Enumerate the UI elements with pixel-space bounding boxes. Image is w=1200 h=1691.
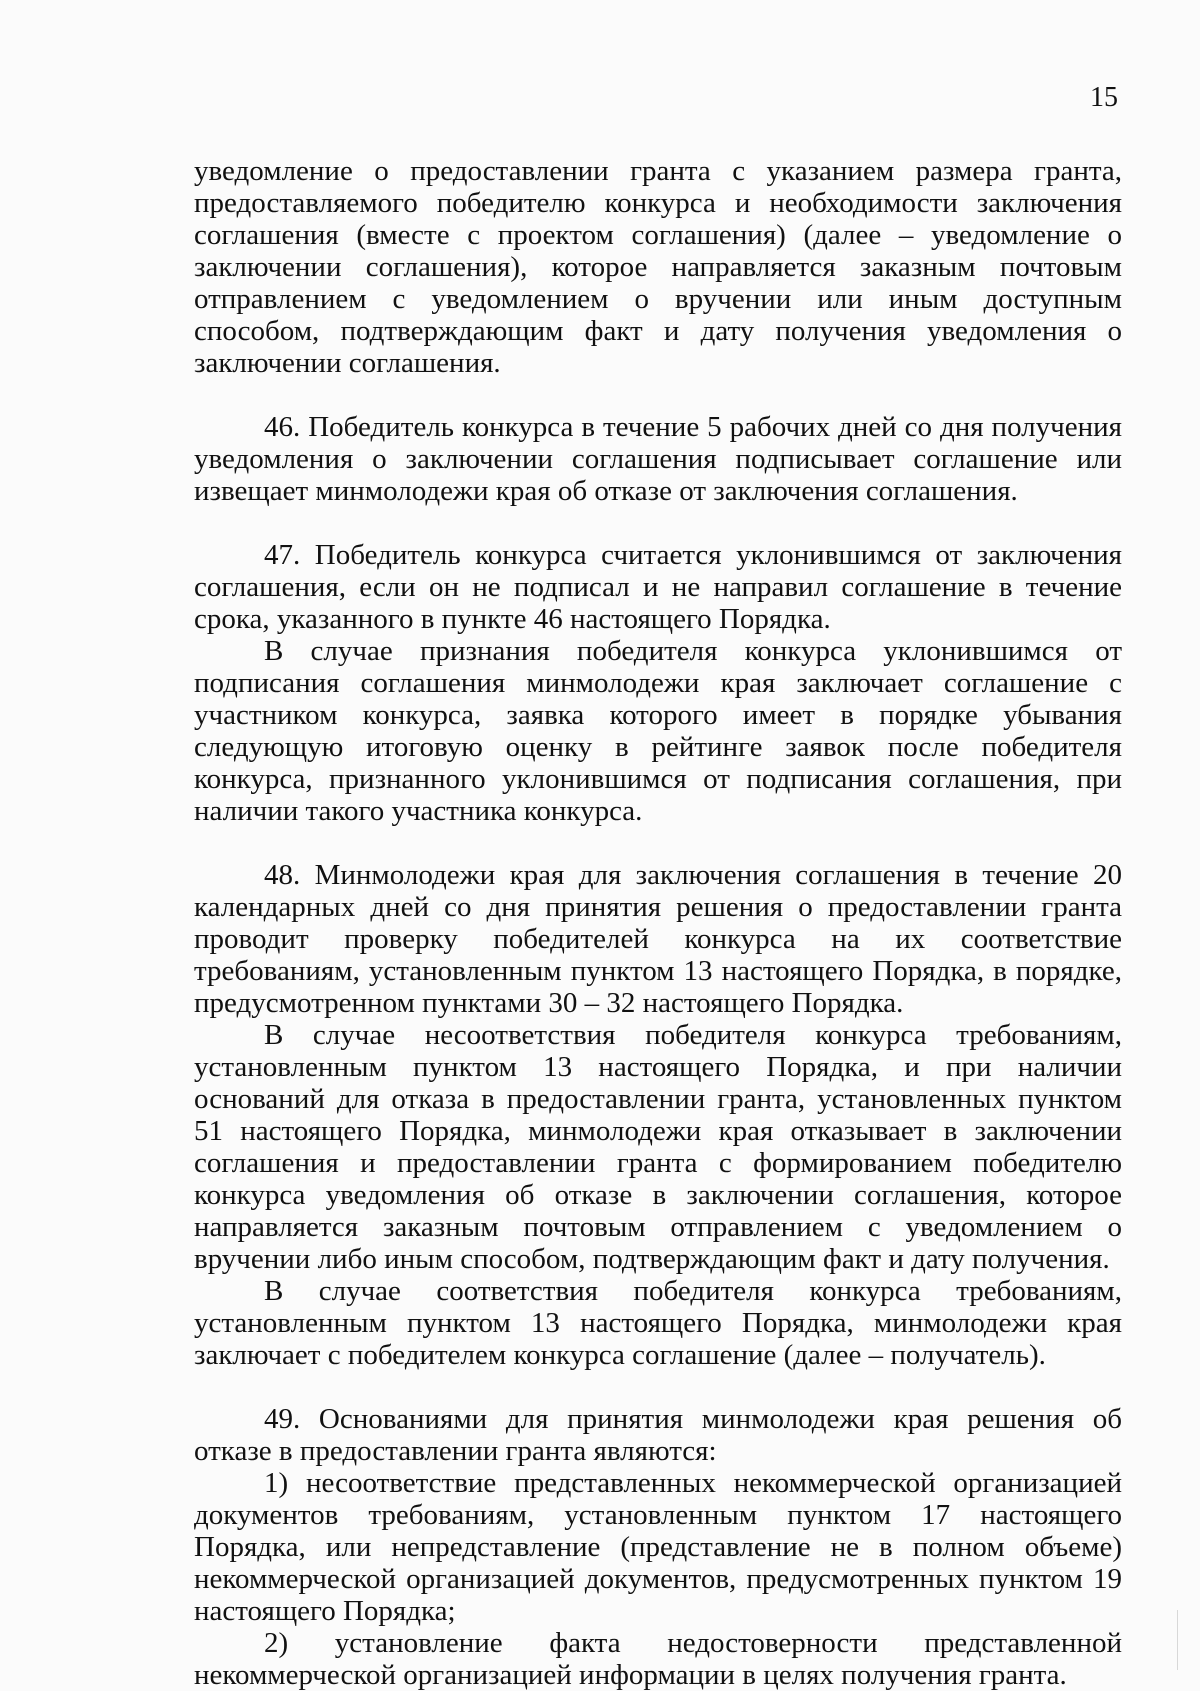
scan-edge-mark	[1177, 1610, 1178, 1670]
paragraph-49-item-2: 2) установление факта недостоверности представленной некоммерческой организацией информации в целях получения гранта.	[194, 1627, 1122, 1691]
paragraph-48: 48. Минмолодежи края для заключения соглашения в течение 20 календарных дней со дня принятия решения о предоставлении гранта проводит проверку победителей конкурса на их соответствие требованиям, установленным пунктом 13 настоящего Порядка, в порядке, предусмотренном пунктами 30 – 32 настоящего Порядка.	[194, 859, 1122, 1019]
paragraph-49-item-1: 1) несоответствие представленных некоммерческой организацией документов требованиям, установленным пунктом 17 настоящего Порядка, или непредставление (представление не в полном объеме) некоммерческой организацией документов, предусмотренных пунктом 19 настоящего Порядка;	[194, 1467, 1122, 1627]
paragraph-continuation: уведомление о предоставлении гранта с указанием размера гранта, предоставляемого победителю конкурса и необходимости заключения соглашения (вместе с проектом соглашения) (далее – уведомление о заключении соглашения), которое направляется заказным почтовым отправлением с уведомлением о вручении или иным доступным способом, подтверждающим факт и дату получения уведомления о заключении соглашения.	[194, 155, 1122, 379]
paragraph-47: 47. Победитель конкурса считается уклонившимся от заключения соглашения, если он не подписал и не направил соглашение в течение срока, указанного в пункте 46 настоящего Порядка.	[194, 539, 1122, 635]
paragraph-49: 49. Основаниями для принятия минмолодежи края решения об отказе в предоставлении гранта являются:	[194, 1403, 1122, 1467]
paragraph-46: 46. Победитель конкурса в течение 5 рабочих дней со дня получения уведомления о заключении соглашения подписывает соглашение или извещает минмолодежи края об отказе от заключения соглашения.	[194, 411, 1122, 507]
page-number: 15	[1090, 82, 1118, 113]
paragraph-47-evasion: В случае признания победителя конкурса уклонившимся от подписания соглашения минмолодежи края заключает соглашение с участником конкурса, заявка которого имеет в порядке убывания следующую итоговую оценку в рейтинге заявок после победителя конкурса, признанного уклонившимся от подписания соглашения, при наличии такого участника конкурса.	[194, 635, 1122, 827]
document-body	[194, 155, 1122, 1691]
paragraph-48-compliance: В случае соответствия победителя конкурса требованиям, установленным пунктом 13 настоящего Порядка, минмолодежи края заключает с победителем конкурса соглашение (далее – получатель).	[194, 1275, 1122, 1371]
paragraph-48-noncompliance: В случае несоответствия победителя конкурса требованиям, установленным пунктом 13 настоящего Порядка, и при наличии оснований для отказа в предоставлении гранта, установленных пунктом 51 настоящего Порядка, минмолодежи края отказывает в заключении соглашения и предоставлении гранта с формированием победителю конкурса уведомления об отказе в заключении соглашения, которое направляется заказным почтовым отправлением с уведомлением о вручении либо иным способом, подтверждающим факт и дату получения.	[194, 1019, 1122, 1275]
